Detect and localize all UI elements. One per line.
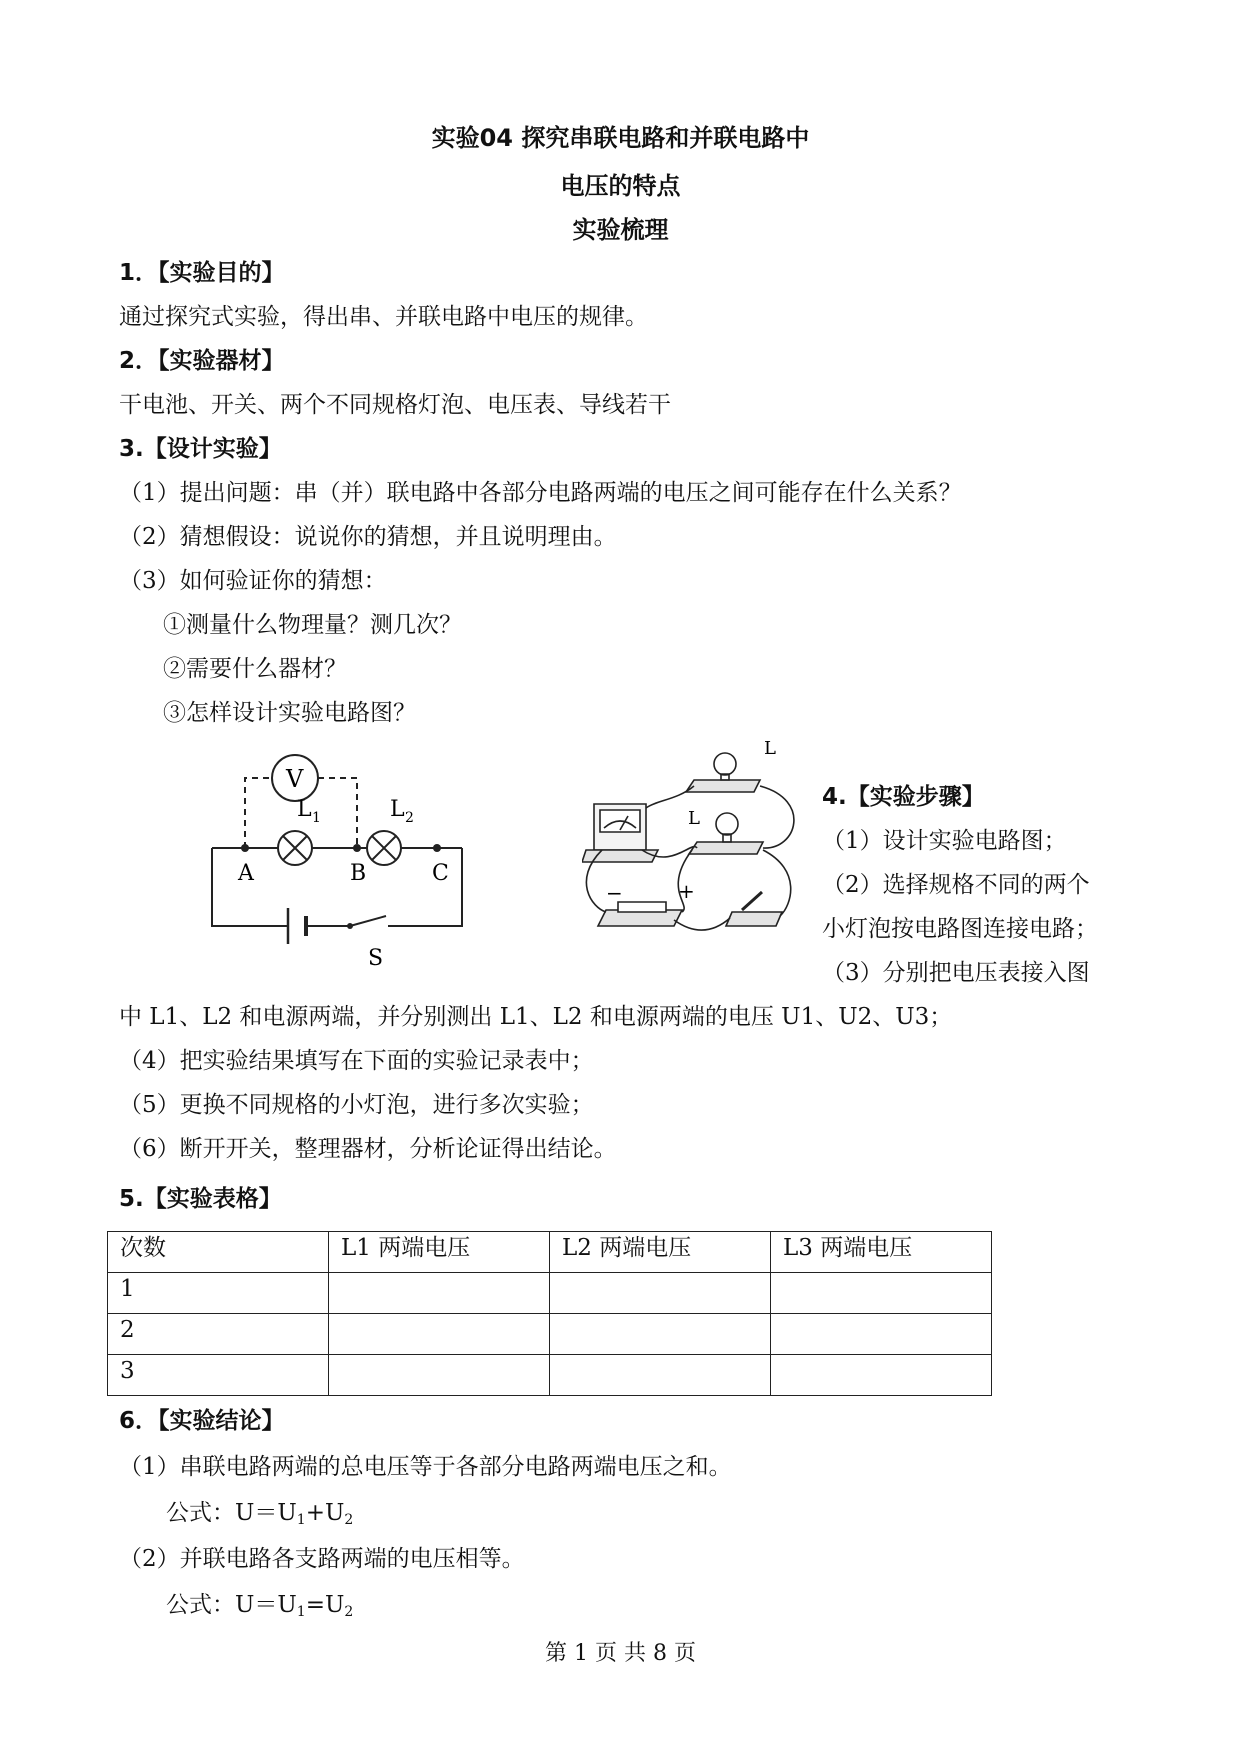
step-3b: 中 L1、L2 和电源两端，并分别测出 L1、L2 和电源两端的电压 U1、U2、U3； (119, 1004, 953, 1030)
switch-pivot (347, 923, 353, 929)
wire-left-bottom (212, 848, 288, 926)
formula-1 (166, 1494, 353, 1528)
node-a-label: A (238, 861, 254, 886)
formula-1-sub2: 2 (344, 1512, 354, 1528)
wire-l2-switch (763, 850, 791, 916)
table-cell: 3 (108, 1355, 329, 1396)
step-2b: 小灯泡按电路图连接电路； (822, 916, 1098, 942)
table-row (108, 1273, 992, 1314)
lamp-l2-bulb (716, 813, 738, 835)
voltmeter-lead-left (245, 778, 272, 848)
table-cell (329, 1355, 550, 1396)
doc-title-line1: 实验04 探究串联电路和并联电路中 (431, 124, 810, 152)
heading-table: 5.【实验表格】 (119, 1186, 282, 1212)
heading-steps: 4.【实验步骤】 (822, 784, 985, 810)
table-header-cell: L2 两端电压 (550, 1232, 771, 1273)
table-row (108, 1314, 992, 1355)
node-a (241, 844, 249, 852)
battery-minus-label: − (606, 881, 623, 905)
formula-2-sub1: 1 (296, 1604, 306, 1620)
formula-2-prefix: 公式：U＝U (166, 1592, 297, 1618)
table-cell (550, 1355, 771, 1396)
circuit-diagram (200, 748, 480, 970)
table-header-cell: 次数 (108, 1232, 329, 1273)
heading-conclusion: 6．【实验结论】 (119, 1408, 285, 1434)
battery-plus-label: + (678, 879, 695, 903)
formula-1-prefix: 公式：U＝U (166, 1500, 297, 1526)
step-1: （1）设计实验电路图； (822, 828, 1067, 854)
step-2a: （2）选择规格不同的两个 (822, 872, 1090, 898)
table-row (108, 1355, 992, 1396)
doc-title-line2: 电压的特点 (560, 172, 681, 200)
formula-1-sub1: 1 (296, 1512, 306, 1528)
apparatus-illustration (582, 740, 812, 946)
table-cell (329, 1273, 550, 1314)
equipment-text: 干电池、开关、两个不同规格灯泡、电压表、导线若干 (119, 392, 671, 418)
voltmeter-lead-right (318, 778, 357, 848)
step-3a: （3）分别把电压表接入图 (822, 960, 1090, 986)
switch-label: S (368, 946, 384, 970)
table-cell (550, 1314, 771, 1355)
conclusion-2: （2）并联电路各支路两端的电压相等。 (119, 1546, 525, 1572)
lamp-l2-cross (372, 836, 396, 860)
table-cell: 1 (108, 1273, 329, 1314)
verify-sub3: ③怎样设计实验电路图？ (163, 700, 416, 726)
l1-label: L (297, 797, 312, 822)
table-cell: 2 (108, 1314, 329, 1355)
page-footer: 第 1 页 共 8 页 (545, 1641, 696, 1666)
heading-equipment: 2．【实验器材】 (119, 348, 285, 374)
formula-2-mid: =U (305, 1592, 345, 1618)
step-6: （6）断开开关，整理器材，分析论证得出结论。 (119, 1136, 617, 1162)
verify-sub2: ②需要什么器材？ (163, 656, 347, 682)
lamp-l2-holder (689, 842, 763, 854)
table-cell (550, 1273, 771, 1314)
formula-1-mid: +U (305, 1500, 345, 1526)
table-cell (771, 1314, 992, 1355)
wire-l1-meter (646, 786, 694, 808)
design-verify: （3）如何验证你的猜想： (119, 568, 387, 594)
l2-label: L (390, 797, 405, 822)
battery-cell (618, 902, 666, 912)
table-header-cell: L3 两端电压 (771, 1232, 992, 1273)
design-hypothesis: （2）猜想假设：说说你的猜想，并且说明理由。 (119, 524, 617, 550)
table-header-cell: L1 两端电压 (329, 1232, 550, 1273)
heading-design: 3.【设计实验】 (119, 436, 282, 462)
step-4: （4）把实验结果填写在下面的实验记录表中； (119, 1048, 594, 1074)
formula-2-sub2: 2 (344, 1604, 354, 1620)
table-cell (771, 1273, 992, 1314)
verify-sub1: ①测量什么物理量？测几次？ (163, 612, 462, 638)
design-question: （1）提出问题：串（并）联电路中各部分电路两端的电压之间可能存在什么关系？ (119, 480, 962, 506)
table-cell (771, 1355, 992, 1396)
formula-2 (166, 1586, 353, 1620)
wire-l1-l2 (760, 786, 794, 848)
section-title: 实验梳理 (572, 216, 669, 244)
voltmeter-label: V (286, 765, 304, 793)
node-c-label: C (432, 861, 449, 886)
lamp-l1-cross (283, 836, 307, 860)
switch-lever (742, 892, 762, 910)
photo-l2-label: L (688, 808, 700, 829)
node-c (433, 844, 441, 852)
lamp-l1-bulb (714, 753, 736, 775)
switch-base (726, 912, 782, 926)
table-header-row (108, 1232, 992, 1273)
conclusion-1: （1）串联电路两端的总电压等于各部分电路两端电压之和。 (119, 1454, 732, 1480)
purpose-text: 通过探究式实验，得出串、并联电路中电压的规律。 (119, 304, 648, 330)
table-cell (329, 1314, 550, 1355)
node-b-label: B (350, 861, 367, 886)
wire-battery-switch (674, 918, 730, 930)
step-5: （5）更换不同规格的小灯泡，进行多次实验； (119, 1092, 594, 1118)
wire-right (388, 848, 462, 926)
node-b (353, 844, 361, 852)
heading-purpose: 1．【实验目的】 (119, 260, 285, 286)
lamp-l1-holder (686, 780, 760, 792)
switch-blade (350, 916, 386, 926)
l1-label-sub: 1 (312, 810, 321, 826)
l2-label-sub: 2 (405, 810, 414, 826)
photo-l1-label: L (764, 740, 776, 759)
record-table (107, 1231, 992, 1396)
